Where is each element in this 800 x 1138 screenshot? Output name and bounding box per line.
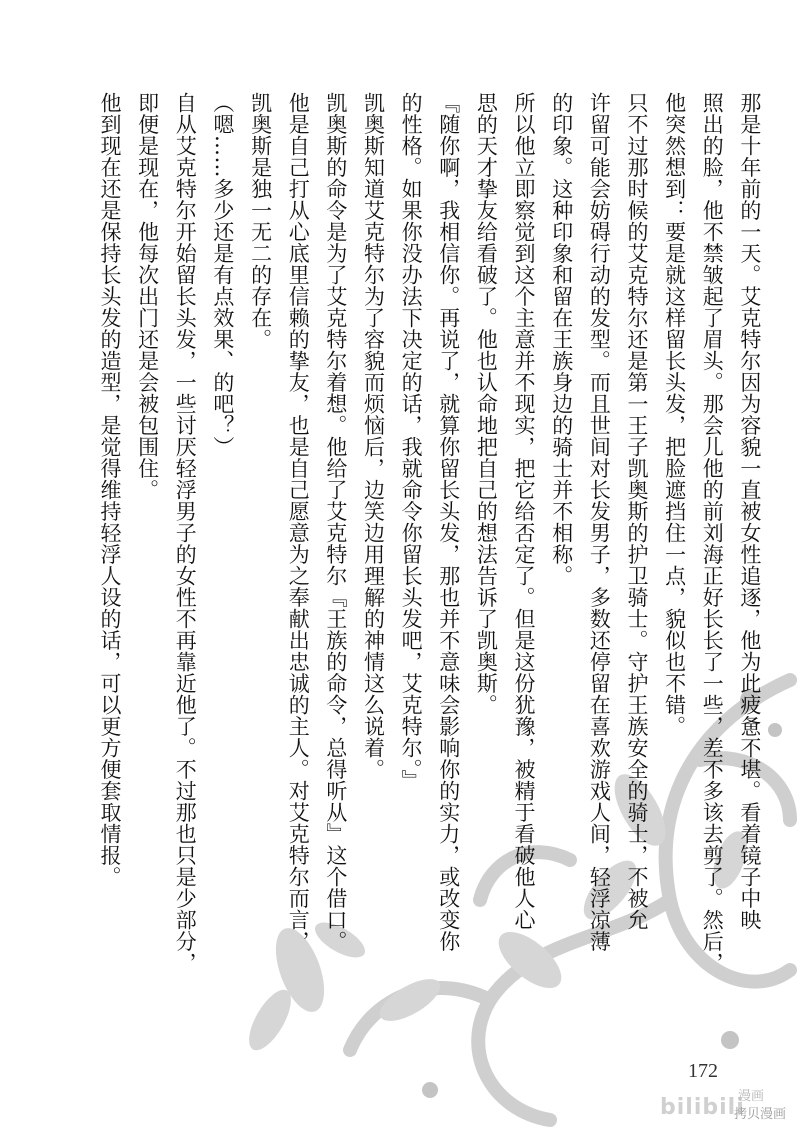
page-number: 172 (688, 1060, 718, 1082)
text-column: 那是十年前的一天。艾克特尔因为容貌一直被女性追逐，他为此疲惫不堪。看着镜子中映 (737, 92, 762, 931)
watermark (660, 1085, 790, 1125)
text-column: 他到现在还是保持长头发的造型，是觉得维持轻浮人设的话，可以更方便套取情报。 (98, 92, 122, 888)
text-column: 凯奥斯是独一无二的存在。 (248, 92, 273, 350)
text-column: 凯奥斯的命令是为了艾克特尔着想。他给了艾克特尔『王族的命令，总得听从』这个借口。 (323, 92, 348, 952)
text-column: 的性格。如果你没办法下决定的话，我就命令你留长头发吧，艾克特尔。』 (399, 92, 424, 791)
text-column: 『随你啊，我相信你。再说了，就算你留长头发，那也并不意味会影响你的实力，或改变你 (436, 92, 461, 952)
watermark-text: 漫画 (738, 1089, 765, 1104)
text-column: 许留可能会妨碍行动的发型。而且世间对长发男子，多数还停留在喜欢游戏人间，轻浮凉薄 (587, 92, 612, 952)
text-column: 他是自己打从心底里信赖的挚友，也是自己愿意为之奉献出忠诚的主人。对艾克特尔而言， (286, 92, 311, 952)
vertical-text-block (96, 92, 764, 972)
text-column: 只不过那时候的艾克特尔还是第一王子凯奥斯的护卫骑士。守护王族安全的骑士，不被允 (624, 92, 649, 931)
text-column: 所以他立即察觉到这个主意并不现实，把它给否定了。但是这份犹豫，被精于看破他人心 (512, 92, 537, 931)
text-column: 他突然想到：要是就这样留长头发，把脸遮挡住一点，貌似也不错。 (662, 92, 687, 737)
text-column: 思的天才挚友给看破了。他也认命地把自己的想法告诉了凯奥斯。 (474, 92, 499, 716)
text-column: 照出的脸，他不禁皱起了眉头。那会儿他的前刘海正好长长了一些，差不多该去剪了。然后， (700, 92, 725, 974)
text-column: 凯奥斯知道艾克特尔为了容貌而烦恼后，边笑边用理解的神情这么说着。 (361, 92, 386, 780)
text-column: 自从艾克特尔开始留长头发，一些讨厌轻浮男子的女性不再靠近他了。不过那也只是少部分， (173, 92, 198, 974)
text-column: （嗯……多少还是有点效果、的吧？） (210, 92, 235, 458)
text-column: 的印象。这种印象和留在王族身边的骑士并不相称。 (549, 92, 574, 587)
text-column: 即便是现在，他每次出门还是会被包围住。 (135, 92, 160, 501)
watermark-logo: bilibili (660, 1095, 745, 1120)
watermark-subtext: 拷贝漫画 (734, 1107, 787, 1122)
